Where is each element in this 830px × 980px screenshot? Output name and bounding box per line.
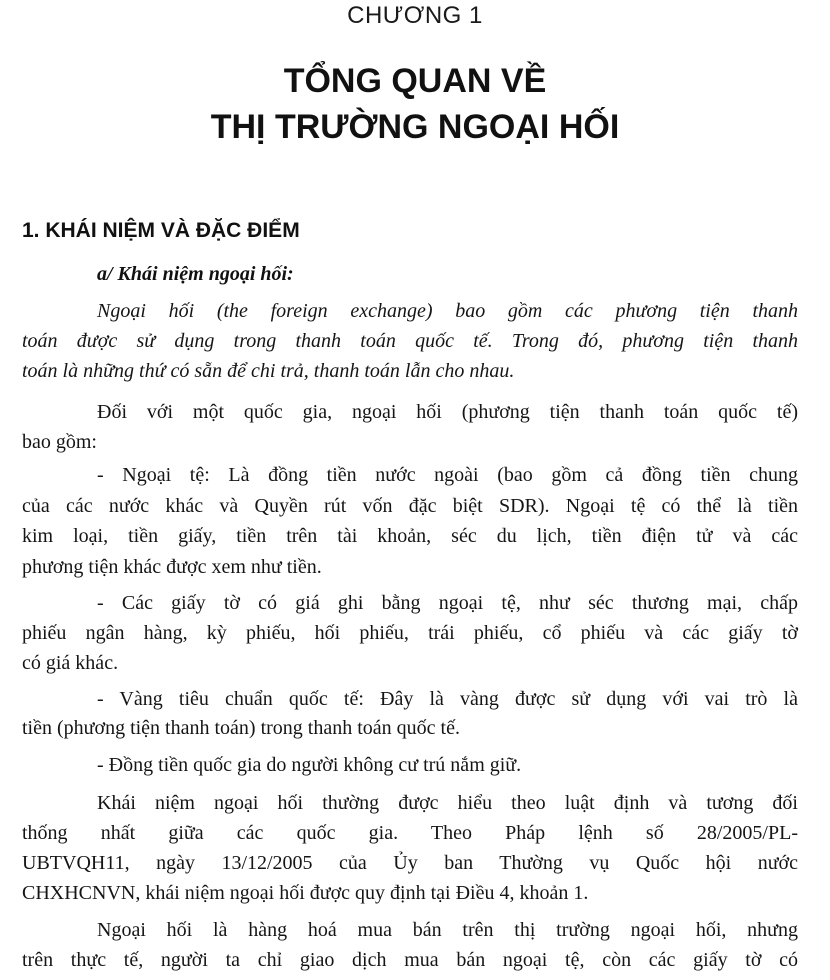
- paragraph-line: UBTVQH11, ngày 13/12/2005 của Ủy ban Thường vụ Quốc hội nước: [22, 852, 798, 874]
- paragraph-line: Khái niệm ngoại hối thường được hiểu theo luật định và tương đối: [97, 792, 798, 814]
- paragraph-line: của các nước khác và Quyền rút vốn đặc biệt SDR). Ngoại tệ có thể là tiền: [22, 495, 798, 517]
- chapter-title-line-1: TỔNG QUAN VỀ: [283, 62, 547, 100]
- paragraph-line: bao gồm:: [22, 431, 97, 453]
- paragraph-line: Ngoại hối là hàng hoá mua bán trên thị trường ngoại hối, nhưng: [97, 919, 798, 941]
- paragraph-line: phương tiện khác được xem như tiền.: [22, 556, 322, 578]
- paragraph-line: toán được sử dụng trong thanh toán quốc tế. Trong đó, phương tiện thanh: [22, 330, 798, 352]
- section-heading: 1. KHÁI NIỆM VÀ ĐẶC ĐIỂM: [22, 219, 300, 242]
- chapter-title-line-2: THỊ TRƯỜNG NGOẠI HỐI: [210, 108, 620, 146]
- paragraph-line: - Vàng tiêu chuẩn quốc tế: Đây là vàng được sử dụng với vai trò là: [97, 688, 798, 710]
- paragraph-line: Đối với một quốc gia, ngoại hối (phương tiện thanh toán quốc tế): [97, 401, 798, 423]
- paragraph-line: trên thực tế, người ta chỉ giao dịch mua bán ngoại tệ, còn các giấy tờ có: [22, 949, 798, 971]
- chapter-label: CHƯƠNG 1: [347, 2, 483, 29]
- paragraph-line: kim loại, tiền giấy, tiền trên tài khoản, séc du lịch, tiền điện tử và các: [22, 525, 798, 547]
- paragraph-line: Ngoại hối (the foreign exchange) bao gồm các phương tiện thanh: [97, 300, 798, 322]
- paragraph-line: - Ngoại tệ: Là đồng tiền nước ngoài (bao gồm cả đồng tiền chung: [97, 464, 798, 486]
- paragraph-line: thống nhất giữa các quốc gia. Theo Pháp lệnh số 28/2005/PL-: [22, 822, 798, 844]
- paragraph-line: có giá khác.: [22, 652, 119, 674]
- paragraph-line: - Các giấy tờ có giá ghi bằng ngoại tệ, như séc thương mại, chấp: [97, 592, 798, 614]
- paragraph-line: tiền (phương tiện thanh toán) trong thanh toán quốc tế.: [22, 717, 460, 739]
- paragraph-line: CHXHCNVN, khái niệm ngoại hối được quy định tại Điều 4, khoản 1.: [22, 882, 589, 904]
- paragraph-line: - Đồng tiền quốc gia do người không cư trú nắm giữ.: [97, 754, 522, 776]
- paragraph-line: phiếu ngân hàng, kỳ phiếu, hối phiếu, trái phiếu, cổ phiếu và các giấy tờ: [22, 622, 798, 644]
- paragraph-line: toán là những thứ có sẵn để chi trả, thanh toán lẫn cho nhau.: [22, 360, 515, 382]
- subsection-heading: a/ Khái niệm ngoại hối:: [97, 263, 294, 285]
